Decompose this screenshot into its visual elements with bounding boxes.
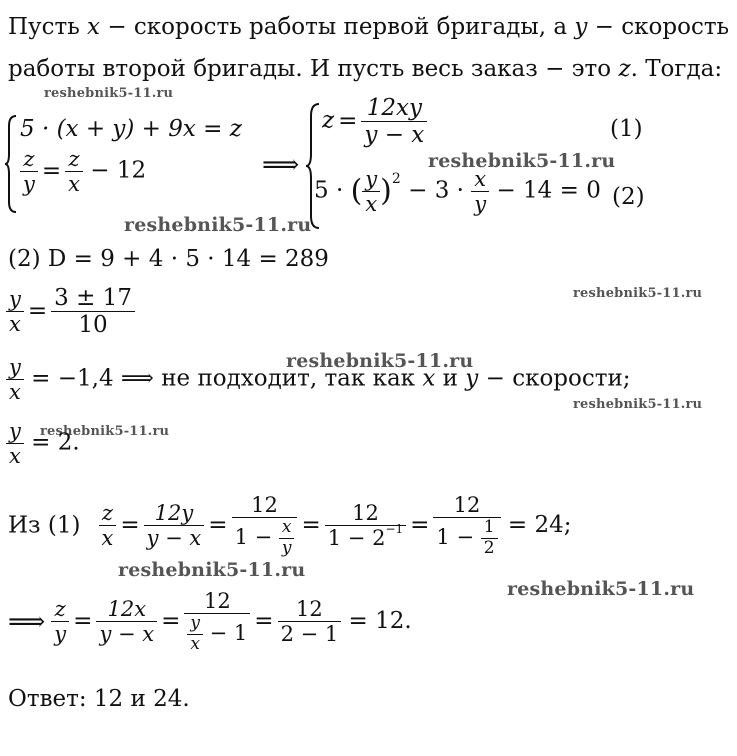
intro-text: работы второй бригады. И пусть весь заказ − это: [8, 56, 619, 82]
fraction-z-over-x: $\frac{z}{x}$: [99, 502, 117, 549]
from-1-line: Из (1) $\frac{z}{x}$ = $\frac{12y}{y - x}$ = 12 1 − $\frac{x}{y}$ = $\frac{12}{1 - 2^{-1}}$ = 12 1 − $\frac{1}{2}$ = 24;: [8, 493, 572, 558]
intro-text: . Тогда:: [630, 56, 723, 82]
fraction-12xy: $\frac{12xy}{y - x}$: [361, 96, 427, 147]
fraction-x-over-y: $\frac{x}{y}$: [471, 168, 489, 215]
var-y: y: [574, 14, 588, 40]
system2-eq2: 5 · ( $\frac{y}{x}$ )$^2$ − 3 · $\frac{x}{y}$ − 14 = 0: [314, 167, 601, 217]
system1-eq1: 5 · (x + y) + 9x = z: [20, 116, 242, 142]
fraction-12y: $\frac{12y}{y - x}$: [144, 502, 205, 549]
fraction-12x: $\frac{12x}{y - x}$: [96, 598, 157, 645]
watermark: reshebnik5-11.ru: [428, 150, 616, 172]
answer: Ответ: 12 и 24.: [8, 686, 190, 712]
intro-text: − скорость: [587, 14, 730, 40]
root-positive-line: $\frac{y}{x}$ = 2.: [6, 420, 80, 467]
discriminant-line: (2) D = 9 + 4 · 5 · 14 = 289: [8, 246, 329, 272]
watermark: reshebnik5-11.ru: [118, 559, 306, 581]
watermark: reshebnik5-11.ru: [507, 578, 695, 600]
label-2: (2): [612, 184, 645, 210]
watermark: reshebnik5-11.ru: [124, 214, 312, 236]
implies-arrow: ⟹: [262, 150, 300, 180]
fraction-3pm17-over-10: $\frac{3 \pm 17}{10}$: [51, 286, 135, 337]
roots-line: $\frac{y}{x}$ = $\frac{3 \pm 17}{10}$: [6, 286, 135, 337]
watermark: reshebnik5-11.ru: [44, 86, 174, 101]
fraction-y-over-x: $\frac{y}{x}$: [362, 168, 380, 215]
fraction-z-over-y: $\frac{z}{y}$: [20, 148, 38, 195]
fraction-12-over-2-minus-1: $\frac{12}{2 - 1}$: [278, 598, 342, 645]
fraction-12-over-y-over-x-minus-1: 12 $\frac{y}{x}$ − 1: [184, 590, 250, 654]
fraction-z-over-y: $\frac{z}{y}$: [51, 598, 69, 645]
system1-eq2: $\frac{z}{y}$ = $\frac{z}{x}$ − 12: [20, 148, 146, 195]
watermark: reshebnik5-11.ru: [573, 397, 703, 412]
z-over-y-line: ⟹ $\frac{z}{y}$ = $\frac{12x}{y - x}$ = 12 $\frac{y}{x}$ − 1 = $\frac{12}{2 - 1}$ = 12.: [8, 589, 412, 654]
intro-text: Пусть: [8, 14, 88, 40]
fraction-y-over-x: $\frac{y}{x}$: [6, 288, 24, 335]
intro-text: − скорость работы первой бригады, а: [100, 14, 575, 40]
intro-line-2: [8, 58, 722, 81]
system2-eq1: z = $\frac{12xy}{y - x}$: [322, 96, 427, 147]
fraction-y-over-x: $\frac{y}{x}$: [6, 356, 24, 403]
fraction-z-over-x: $\frac{z}{x}$: [65, 148, 83, 195]
fraction-12-over-1-minus-x-over-y: 12 1 − $\frac{x}{y}$: [232, 494, 298, 558]
watermark: reshebnik5-11.ru: [286, 350, 474, 372]
intro-line-1: [8, 16, 729, 39]
watermark: reshebnik5-11.ru: [40, 424, 170, 439]
fraction-y-over-x: $\frac{y}{x}$: [6, 420, 24, 467]
var-z: z: [618, 56, 631, 82]
var-x: x: [87, 14, 101, 40]
root-negative-line: $\frac{y}{x}$ = −1,4 ⟹ не подходит, так как x и y − скорости;: [6, 356, 631, 403]
fraction-12-over-1-minus-2-inv: $\frac{12}{1 - 2^{-1}}$: [325, 502, 406, 549]
fraction-12-over-1-minus-half: 12 1 − $\frac{1}{2}$: [433, 494, 500, 558]
left-brace: [4, 114, 18, 214]
watermark: reshebnik5-11.ru: [573, 286, 703, 301]
label-1: (1): [610, 116, 643, 142]
